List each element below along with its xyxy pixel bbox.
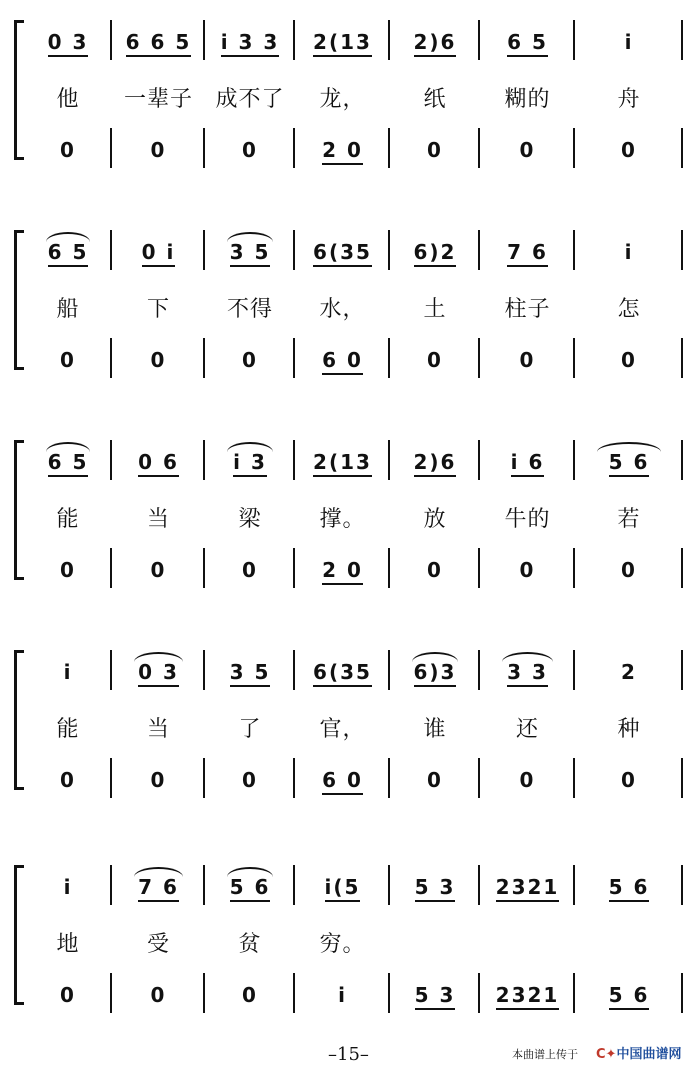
melody-note-text: 2(13 (313, 30, 372, 57)
lyric-syllable-text: 穷。 (319, 932, 366, 957)
melody-note-text: 3 5 (230, 240, 271, 267)
lyric-syllable (390, 82, 480, 113)
slur-mark (134, 652, 183, 662)
accompaniment-note-text: 0 (60, 558, 76, 582)
system-bracket (14, 20, 17, 160)
melody-note-text: 6(35 (313, 240, 372, 267)
melody-note-text: 5 3 (415, 875, 456, 902)
score-system (0, 220, 700, 380)
lyric-syllable-text: 官， (319, 717, 366, 742)
melody-note (480, 450, 575, 474)
accompaniment-note-text: 0 (427, 138, 443, 162)
accompaniment-note (295, 138, 390, 162)
system-bracket (14, 650, 17, 790)
accompaniment-note-text: 0 (60, 983, 76, 1007)
melody-note (112, 30, 205, 54)
accompaniment-note (390, 348, 480, 372)
melody-note-text: i 3 (233, 450, 267, 477)
melody-note (390, 30, 480, 54)
accompaniment-note (112, 768, 205, 792)
accompaniment-note-text: 0 (150, 348, 167, 372)
lyric-syllable-text: 还 (515, 717, 539, 742)
lyric-syllable (24, 502, 112, 533)
accompaniment-note (480, 558, 575, 582)
melody-note (295, 240, 390, 264)
accompaniment-note-text: 6 0 (322, 768, 363, 795)
slur-mark (227, 232, 273, 242)
lyric-syllable (112, 82, 205, 113)
accompaniment-note (480, 138, 575, 162)
melody-note (112, 875, 205, 899)
melody-note (480, 875, 575, 899)
lyric-syllable-text: 船 (56, 297, 80, 322)
accompaniment-note-text: 6 0 (322, 348, 363, 375)
lyric-syllable-text: 当 (146, 507, 170, 532)
melody-note (205, 660, 295, 684)
melody-note-text: 3 5 (230, 660, 271, 687)
system-bracket (14, 230, 17, 370)
lyric-syllable (575, 712, 683, 743)
accompaniment-note-text: i (338, 983, 347, 1007)
accompaniment-note-text: 0 (427, 348, 443, 372)
lyric-syllable (390, 712, 480, 743)
accompaniment-note-text: 0 (242, 558, 258, 582)
melody-note (575, 30, 683, 54)
lyric-syllable (480, 502, 575, 533)
accompaniment-note (24, 983, 112, 1007)
accompaniment-note-text: 0 (150, 768, 167, 792)
accompaniment-note (575, 768, 683, 792)
melody-note-text: 5 6 (609, 875, 650, 902)
lyric-syllable-text: 撑。 (319, 507, 366, 532)
logo-text: 中国曲谱网 (616, 1047, 682, 1062)
accompaniment-note-text: 0 (60, 348, 76, 372)
melody-note (205, 875, 295, 899)
melody-note (480, 240, 575, 264)
lyric-syllable-text: 贫 (238, 932, 262, 957)
lyric-syllable (205, 712, 295, 743)
melody-note-text: 0 3 (48, 30, 89, 57)
accompaniment-note-text: 2321 (496, 983, 560, 1010)
slur-mark (46, 232, 90, 242)
accompaniment-note (480, 983, 575, 1007)
accompaniment-note-text: 0 (621, 558, 637, 582)
melody-note (205, 30, 295, 54)
slur-mark (412, 652, 458, 662)
lyric-syllable-text: 放 (423, 507, 447, 532)
score-system (0, 640, 700, 800)
lyric-syllable-text: 舟 (617, 87, 641, 112)
lyric-syllable-text: 下 (146, 297, 170, 322)
melody-note (24, 30, 112, 54)
melody-note-text: 2 (621, 660, 637, 684)
accompaniment-note (390, 138, 480, 162)
accompaniment-note-text: 0 (427, 558, 443, 582)
lyric-syllable (295, 82, 390, 113)
accompaniment-note (575, 348, 683, 372)
accompaniment-note (24, 348, 112, 372)
lyric-syllable (575, 82, 683, 113)
slur-mark (46, 442, 90, 452)
melody-note (480, 30, 575, 54)
accompaniment-note-text: 0 (519, 138, 536, 162)
lyric-syllable-text: 成不了 (215, 87, 285, 112)
melody-note-text: 7 6 (138, 875, 179, 902)
accompaniment-note (295, 983, 390, 1007)
melody-note-text: 2321 (496, 875, 560, 902)
melody-note-text: 6)2 (414, 240, 457, 267)
accompaniment-note-text: 2 0 (322, 138, 363, 165)
lyric-syllable (295, 927, 390, 958)
lyric-syllable-text: 他 (56, 87, 80, 112)
lyric-syllable (24, 82, 112, 113)
lyric-syllable-text: 种 (617, 717, 641, 742)
melody-note (390, 240, 480, 264)
lyric-syllable-text: 柱子 (504, 297, 551, 322)
accompaniment-note-text: 0 (621, 138, 637, 162)
accompaniment-note-text: 0 (60, 138, 76, 162)
lyric-syllable (112, 502, 205, 533)
lyric-syllable-text: 能 (56, 717, 80, 742)
melody-note (295, 875, 390, 899)
melody-note (295, 450, 390, 474)
melody-note-text: 2(13 (313, 450, 372, 477)
site-logo[interactable]: C✦中国曲谱网 (596, 1047, 682, 1062)
melody-note-text: 0 i (142, 240, 176, 267)
system-bracket (14, 865, 17, 1005)
lyric-syllable (205, 927, 295, 958)
accompaniment-note-text: 0 (519, 768, 536, 792)
accompaniment-note-text: 5 3 (415, 983, 456, 1010)
melody-note (390, 450, 480, 474)
accompaniment-note-text: 0 (621, 768, 637, 792)
melody-note (295, 660, 390, 684)
melody-note (390, 660, 480, 684)
melody-note (480, 660, 575, 684)
melody-note-text: i (63, 660, 73, 684)
accompaniment-note-text: 0 (242, 983, 258, 1007)
melody-note-text: 0 6 (138, 450, 179, 477)
lyric-syllable-text: 受 (146, 932, 170, 957)
accompaniment-note-text: 0 (621, 348, 637, 372)
accompaniment-note (112, 558, 205, 582)
accompaniment-note (295, 768, 390, 792)
lyric-syllable-text: 能 (56, 507, 80, 532)
melody-note-text: 3 3 (507, 660, 548, 687)
slur-mark (227, 867, 273, 877)
score-system (0, 855, 700, 1015)
accompaniment-note-text: 0 (242, 768, 258, 792)
melody-note-text: 5 6 (230, 875, 271, 902)
accompaniment-note (295, 348, 390, 372)
lyric-syllable-text: 谁 (423, 717, 447, 742)
score-system (0, 10, 700, 170)
lyric-syllable-text: 不得 (226, 297, 273, 322)
accompaniment-note (205, 348, 295, 372)
lyric-syllable-text: 了 (238, 717, 262, 742)
melody-note-text: 6 6 5 (126, 30, 192, 57)
accompaniment-note (205, 768, 295, 792)
melody-note (575, 660, 683, 684)
melody-note-text: 0 3 (138, 660, 179, 687)
melody-note (24, 660, 112, 684)
lyric-syllable (112, 712, 205, 743)
accompaniment-note (205, 558, 295, 582)
accompaniment-note (480, 768, 575, 792)
accompaniment-note (112, 348, 205, 372)
lyric-syllable-text: 一辈子 (123, 87, 193, 112)
accompaniment-note (205, 983, 295, 1007)
melody-note (24, 240, 112, 264)
accompaniment-note-text: 5 6 (609, 983, 650, 1010)
accompaniment-note (24, 768, 112, 792)
lyric-syllable-text: 水， (319, 297, 366, 322)
accompaniment-note (24, 558, 112, 582)
slur-mark (597, 442, 661, 452)
melody-note (24, 875, 112, 899)
melody-note (575, 875, 683, 899)
accompaniment-note-text: 0 (150, 983, 167, 1007)
melody-note-text: i(5 (325, 875, 361, 902)
melody-note (112, 240, 205, 264)
melody-note-text: i (624, 30, 634, 54)
melody-note-text: 6(35 (313, 660, 372, 687)
accompaniment-note (575, 558, 683, 582)
accompaniment-note (575, 138, 683, 162)
melody-note (575, 240, 683, 264)
lyric-syllable-text: 地 (56, 932, 80, 957)
accompaniment-note (575, 983, 683, 1007)
lyric-syllable (575, 292, 683, 323)
melody-note-text: i (63, 875, 73, 899)
melody-note-text: 5 6 (609, 450, 650, 477)
page-number: –15– (328, 1044, 369, 1065)
slur-mark (134, 867, 183, 877)
melody-note-text: 6 5 (48, 450, 89, 477)
lyric-syllable-text: 当 (146, 717, 170, 742)
melody-note (205, 240, 295, 264)
accompaniment-note-text: 2 0 (322, 558, 363, 585)
accompaniment-note-text: 0 (150, 558, 167, 582)
lyric-syllable-text: 若 (617, 507, 641, 532)
lyric-syllable (205, 82, 295, 113)
melody-note (390, 875, 480, 899)
melody-note-text: 2)6 (414, 450, 457, 477)
lyric-syllable (575, 502, 683, 533)
accompaniment-note-text: 0 (60, 768, 76, 792)
melody-note (112, 450, 205, 474)
system-bracket (14, 440, 17, 580)
melody-note (112, 660, 205, 684)
accompaniment-note-text: 0 (519, 558, 536, 582)
lyric-syllable-text: 糊的 (504, 87, 551, 112)
melody-note-text: 6 5 (507, 30, 548, 57)
lyric-syllable (390, 502, 480, 533)
lyric-syllable (24, 712, 112, 743)
melody-note-text: 6)3 (414, 660, 457, 687)
melody-note (24, 450, 112, 474)
melody-note-text: 2)6 (414, 30, 457, 57)
lyric-syllable (295, 712, 390, 743)
lyric-syllable-text: 土 (423, 297, 447, 322)
lyric-syllable (112, 292, 205, 323)
accompaniment-note (205, 138, 295, 162)
accompaniment-note (390, 768, 480, 792)
lyric-syllable (480, 292, 575, 323)
lyric-syllable-text: 怎 (617, 297, 641, 322)
accompaniment-note (480, 348, 575, 372)
accompaniment-note-text: 0 (427, 768, 443, 792)
melody-note (205, 450, 295, 474)
accompaniment-note-text: 0 (150, 138, 167, 162)
logo-mark-icon: C (596, 1047, 606, 1062)
lyric-syllable (205, 502, 295, 533)
melody-note-text: 7 6 (507, 240, 548, 267)
melody-note (295, 30, 390, 54)
melody-note-text: i 3 3 (221, 30, 280, 57)
accompaniment-note (24, 138, 112, 162)
slur-mark (227, 442, 273, 452)
accompaniment-note (112, 983, 205, 1007)
lyric-syllable (480, 82, 575, 113)
slur-mark (502, 652, 553, 662)
melody-note (575, 450, 683, 474)
lyric-syllable (205, 292, 295, 323)
lyric-syllable (295, 292, 390, 323)
accompaniment-note-text: 0 (519, 348, 536, 372)
accompaniment-note-text: 0 (242, 138, 258, 162)
accompaniment-note-text: 0 (242, 348, 258, 372)
lyric-syllable (24, 292, 112, 323)
accompaniment-note (112, 138, 205, 162)
lyric-syllable (390, 292, 480, 323)
lyric-syllable-text: 梁 (238, 507, 262, 532)
lyric-syllable-text: 牛的 (504, 507, 551, 532)
accompaniment-note (390, 558, 480, 582)
lyric-syllable-text: 纸 (423, 87, 447, 112)
melody-note-text: i (624, 240, 634, 264)
lyric-syllable (480, 712, 575, 743)
melody-note-text: i 6 (511, 450, 545, 477)
lyric-syllable (112, 927, 205, 958)
score-system (0, 430, 700, 590)
melody-note-text: 6 5 (48, 240, 89, 267)
accompaniment-note (295, 558, 390, 582)
upload-note: 本曲谱上传于 (512, 1048, 578, 1061)
lyric-syllable-text: 龙， (319, 87, 366, 112)
lyric-syllable (24, 927, 112, 958)
lyric-syllable (295, 502, 390, 533)
accompaniment-note (390, 983, 480, 1007)
